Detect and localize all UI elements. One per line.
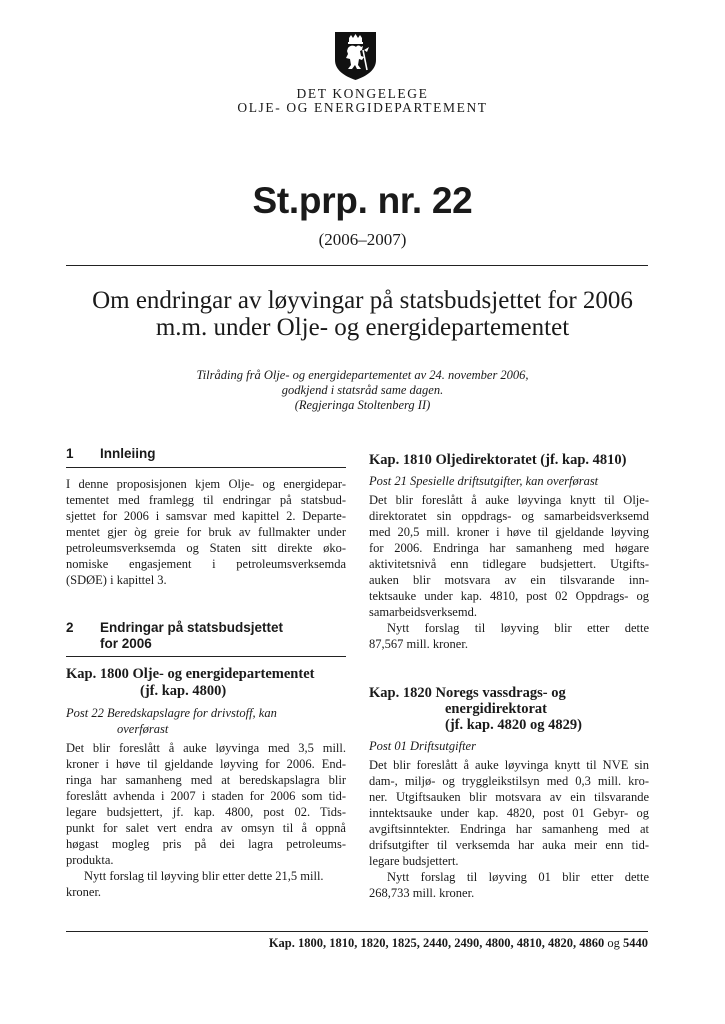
text-line: Det blir foreslått å auke løyvinga knytt til NVE sin — [369, 758, 649, 772]
approval-line2: godkjend i statsråd same dagen. — [281, 383, 444, 397]
text-line: sjettet for 2006 i samsvar med kapittel 2. Departe- — [66, 509, 346, 523]
chapter-list-footer — [66, 936, 648, 951]
post-22-body — [66, 740, 346, 900]
text-line: auken blir motsvara av ein tilsvarande inn- — [369, 573, 649, 587]
text-line: nomiske engasjement i petroleumsverksemda — [66, 557, 346, 571]
post-21-heading: Post 21 Spesielle driftsutgifter, kan overførast — [369, 474, 599, 488]
footer-last-chapter: 5440 — [623, 936, 648, 950]
text-line: Det blir foreslått å auke løyvinga knytt til Olje- — [369, 493, 649, 507]
footer-chapters: Kap. 1800, 1810, 1820, 1825, 2440, 2490, 4800, 4810, 4820, 4860 — [268, 936, 605, 950]
post-22-heading-line1: Post 22 Beredskapslagre for drivstoff, kan — [66, 706, 277, 720]
ministry-name-line2: OLJE- OG ENERGIDEPARTEMENT — [237, 100, 488, 115]
section-title-line2: for 2006 — [100, 636, 152, 651]
text-line: høgast mogleg pris på dei lagra petroleums- — [66, 837, 346, 851]
kap-1800-heading-line2: (jf. kap. 4800) — [140, 683, 227, 699]
footer-og: og — [607, 936, 620, 950]
section-1-body — [66, 476, 346, 588]
section-1-heading — [66, 446, 346, 462]
text-line: legare budsjettert. — [369, 854, 459, 868]
proposition-title-line2: m.m. under Olje- og energidepartementet — [155, 314, 570, 341]
text-line: I denne proposisjonen kjem Olje- og energidepar- — [66, 477, 346, 491]
text-line: tektsauke under kap. 4810, post 02 Oppdrags- og — [369, 589, 649, 603]
post-01-heading: Post 01 Driftsutgifter — [369, 739, 476, 753]
section-1-rule — [66, 467, 346, 468]
text-line: mentet gjer òg greie for bruk av fullmakter under — [66, 525, 346, 539]
text-line: legare budsjettert, jf. kap. 4800, post 02. Tids- — [66, 805, 346, 819]
kap-1800-heading-line1: Kap. 1800 Olje- og energidepartementet — [66, 666, 315, 682]
kap-1820-heading-line1: Kap. 1820 Noregs vassdrags- og — [369, 685, 566, 701]
text-line: tementet med framlegg til endringar på statsbud- — [66, 493, 346, 507]
text-line: foreslått avhenda i 2007 i staden for 2006 som tid- — [66, 789, 346, 803]
text-line: med 20,5 mill. kroner i høve til gjeldande løyving — [369, 525, 649, 539]
session-year: (2006–2007) — [318, 230, 407, 249]
document-number: St.prp. nr. 22 — [252, 180, 473, 221]
text-line: avgiftsinntekter. Endringa har samanheng med at — [369, 822, 649, 836]
text-line: direktoratet sin oppdrags- og samarbeidsverksemd — [369, 509, 649, 523]
text-line: Nytt forslag til løyving blir etter dette — [387, 621, 649, 635]
approval-line1: Tilråding frå Olje- og energidepartementet av 24. november 2006, — [196, 368, 529, 382]
text-line: inntektsauke under kap. 4820, post 01 Gebyr- og — [369, 806, 649, 820]
text-line: Nytt forslag til løyving 01 blir etter dette — [387, 870, 649, 884]
section-number: 2 — [66, 620, 74, 635]
text-line: ner. Utgiftsauken blir motsvara av ein tilsvarande — [369, 790, 649, 804]
kap-1820-heading-line3: (jf. kap. 4820 og 4829) — [445, 717, 582, 733]
text-line: produkta. — [66, 853, 114, 867]
text-line: punkt for salet vert endra av omsyn til å oppnå — [66, 821, 346, 835]
text-line: aktivitetsnivå enn tidlegare budsjettert. Utgifts- — [369, 557, 649, 571]
kap-1820-heading-line2: energidirektorat — [445, 701, 548, 717]
text-line: dam-, miljø- og tryggleikstilsyn med 0,3 mill. kro- — [369, 774, 649, 788]
norwegian-coat-of-arms-icon — [333, 32, 378, 80]
text-line: kroner. — [66, 885, 102, 899]
proposition-title-line1: Om endringar av løyvingar på statsbudsjettet for 2006 — [92, 287, 633, 314]
section-2-rule — [66, 656, 346, 657]
post-01-body — [369, 757, 649, 901]
section-title: Innleiing — [100, 446, 156, 461]
text-line: Nytt forslag til løyving blir etter dette 21,5 mill. — [84, 869, 324, 883]
text-line: kroner i høve til gjeldande løyving for 2006. End- — [66, 757, 346, 771]
text-line: (SDØE) i kapittel 3. — [66, 573, 167, 587]
ministry-name-line1: DET KONGELEGE — [296, 86, 429, 101]
text-line: ringa har samanheng med at beredskapslagra blir — [66, 773, 346, 787]
post-22-heading-line2: overførast — [117, 722, 169, 736]
divider-top — [66, 265, 648, 266]
text-line: petroleumsverksemda og Staten sitt direkte øko- — [66, 541, 346, 555]
section-title-line1: Endringar på statsbudsjettet — [100, 620, 284, 635]
approval-line3: (Regjeringa Stoltenberg II) — [294, 398, 431, 412]
section-2-heading — [66, 620, 346, 652]
section-number: 1 — [66, 446, 74, 461]
text-line: for 2006. Endringa har samanheng med høgare — [369, 541, 649, 555]
text-line: 268,733 mill. kroner. — [369, 886, 475, 900]
text-line: 87,567 mill. kroner. — [369, 637, 468, 651]
text-line: Det blir foreslått å auke løyvinga med 3,5 mill. — [66, 741, 346, 755]
text-line: samarbeidsverksemd. — [369, 605, 477, 619]
divider-bottom — [66, 931, 648, 932]
post-21-body — [369, 492, 649, 652]
text-line: drifsutgifter til verksemda har auka meir enn tid- — [369, 838, 649, 852]
kap-1810-heading: Kap. 1810 Oljedirektoratet (jf. kap. 4810) — [369, 452, 627, 468]
